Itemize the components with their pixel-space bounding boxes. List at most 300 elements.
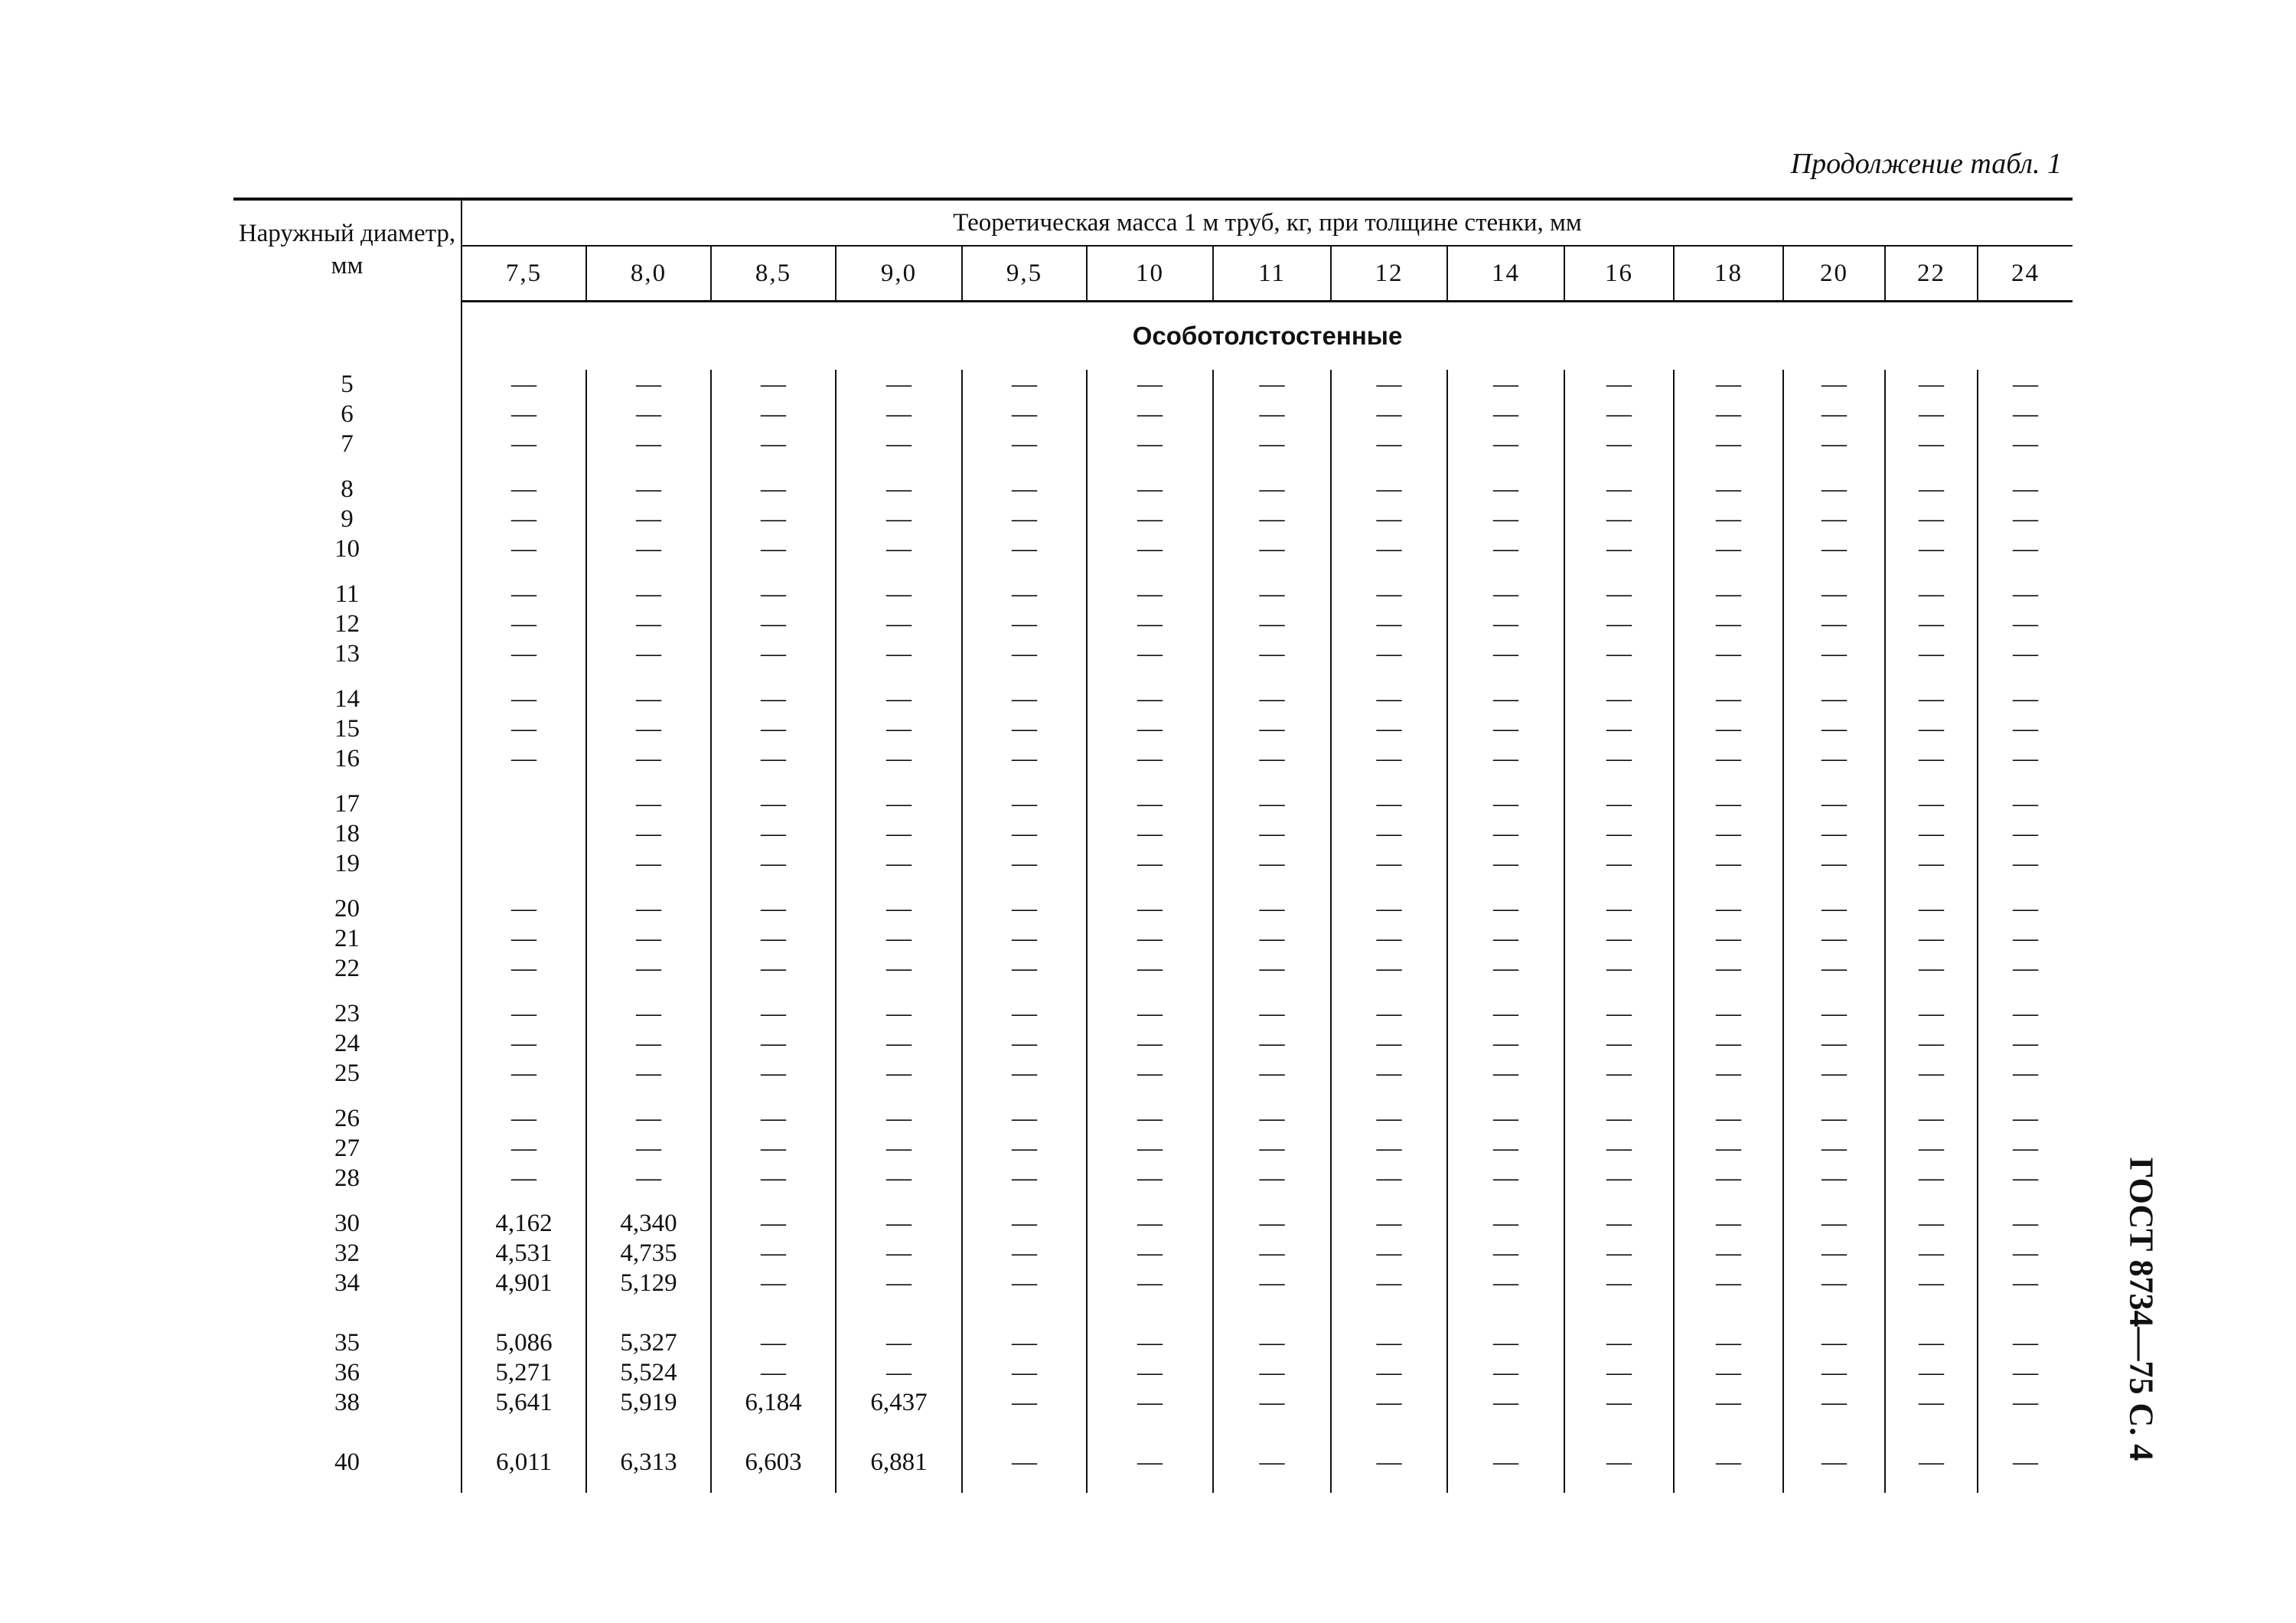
row-group (1088, 370, 1212, 459)
mass-value: — (1493, 685, 1518, 713)
mass-value: — (1493, 1105, 1518, 1132)
row-group (963, 475, 1086, 564)
mass-value: — (1919, 1329, 1944, 1357)
mass-value: — (761, 1329, 786, 1357)
mass-value: — (1012, 1135, 1037, 1162)
row-group (712, 580, 835, 669)
mass-value: — (1716, 475, 1741, 503)
mass-value: — (886, 1060, 912, 1087)
mass-value: — (1012, 1359, 1037, 1386)
mass-value: — (1821, 535, 1847, 563)
row-group (1214, 580, 1330, 669)
row-group (963, 999, 1086, 1089)
row-group (1784, 1104, 1884, 1194)
row-group (1784, 789, 1884, 879)
row-group (587, 1448, 710, 1478)
row-group (1214, 894, 1330, 984)
row-group (1332, 684, 1446, 774)
mass-column (1783, 370, 1885, 1493)
diameter-value: 7 (341, 430, 354, 458)
diameter-value: 13 (334, 640, 360, 668)
mass-value: — (1821, 1060, 1847, 1087)
mass-value: — (2013, 685, 2039, 713)
row-group (587, 475, 710, 564)
mass-column (1674, 370, 1783, 1493)
diameter-value: 25 (334, 1060, 360, 1087)
mass-value: — (636, 1000, 661, 1027)
mass-value: — (511, 895, 536, 923)
mass-value: — (1716, 850, 1741, 877)
mass-value: — (1012, 1239, 1037, 1267)
mass-value: — (1259, 1030, 1285, 1057)
mass-value: — (761, 371, 786, 398)
mass-value: — (1012, 820, 1037, 847)
mass-value: 6,881 (870, 1448, 928, 1476)
mass-value: — (1137, 475, 1163, 503)
mass-value: — (1259, 610, 1285, 638)
mass-value: — (886, 580, 912, 608)
mass-value: — (1606, 895, 1632, 923)
mass-value: — (886, 1135, 912, 1162)
mass-value: 5,129 (620, 1269, 677, 1297)
mass-value: — (636, 955, 661, 982)
mass-value: — (886, 505, 912, 533)
row-group (1784, 475, 1884, 564)
mass-value: — (1716, 1389, 1741, 1416)
row-group (1978, 894, 2073, 984)
mass-value: — (1493, 955, 1518, 982)
mass-value: — (1012, 475, 1037, 503)
mass-value: — (1919, 715, 1944, 743)
mass-value: — (1919, 1105, 1944, 1132)
row-group (1448, 789, 1564, 879)
row-group (233, 580, 461, 669)
row-group (233, 894, 461, 984)
mass-value: — (886, 640, 912, 668)
row-group (963, 1104, 1086, 1194)
mass-value: — (1716, 505, 1741, 533)
row-group (837, 1328, 961, 1418)
row-group (1978, 370, 2073, 459)
diameter-value: 5 (341, 371, 354, 398)
mass-value: — (1376, 745, 1402, 772)
thickness-col-header: 24 (1978, 246, 2073, 302)
mass-value: — (636, 1060, 661, 1087)
mass-value: 5,641 (495, 1389, 553, 1416)
mass-value: — (2013, 1105, 2039, 1132)
mass-value: — (1716, 1030, 1741, 1057)
mass-value: — (2013, 895, 2039, 923)
row-group (963, 789, 1086, 879)
mass-value: — (511, 580, 536, 608)
mass-value: — (1012, 1210, 1037, 1237)
row-group (712, 894, 835, 984)
mass-value: — (1376, 820, 1402, 847)
mass-value: — (1716, 1269, 1741, 1297)
thickness-col-header: 16 (1564, 246, 1674, 302)
mass-value: — (636, 685, 661, 713)
mass-value: — (761, 535, 786, 563)
row-group (1332, 999, 1446, 1089)
row-group (1214, 684, 1330, 774)
mass-value: — (636, 745, 661, 772)
mass-value: — (1012, 1000, 1037, 1027)
mass-value: — (1137, 400, 1163, 428)
mass-value: — (1012, 430, 1037, 458)
row-group (1448, 1328, 1564, 1418)
row-group (587, 1104, 710, 1194)
row-group (963, 1328, 1086, 1418)
mass-value: — (1919, 790, 1944, 818)
mass-value: — (1606, 430, 1632, 458)
row-group (1565, 894, 1673, 984)
mass-value: — (1376, 850, 1402, 877)
mass-value: — (1376, 610, 1402, 638)
row-group (712, 1328, 835, 1418)
mass-value: — (1493, 1164, 1518, 1192)
mass-value: — (1137, 505, 1163, 533)
diameter-value: 12 (334, 610, 360, 638)
mass-value: — (511, 925, 536, 952)
mass-value: — (1137, 1389, 1163, 1416)
row-group (1784, 684, 1884, 774)
mass-value: — (1821, 400, 1847, 428)
mass-value: — (1606, 1164, 1632, 1192)
mass-value: — (761, 820, 786, 847)
row-group (1448, 475, 1564, 564)
row-group (1332, 789, 1446, 879)
row-group (1332, 1328, 1446, 1418)
diameter-value: 30 (334, 1210, 360, 1237)
mass-value: — (1012, 925, 1037, 952)
mass-column (1978, 370, 2073, 1493)
mass-value: — (1259, 1210, 1285, 1237)
mass-value: — (2013, 1164, 2039, 1192)
mass-value: — (1259, 790, 1285, 818)
mass-value: — (1137, 925, 1163, 952)
mass-value: — (1012, 1105, 1037, 1132)
row-group (1886, 999, 1977, 1089)
row-group (1332, 1104, 1446, 1194)
mass-value: — (1493, 535, 1518, 563)
row-group (462, 580, 585, 669)
mass-value: — (1493, 400, 1518, 428)
mass-value: — (1493, 1389, 1518, 1416)
mass-column (1331, 370, 1447, 1493)
mass-value: — (1137, 790, 1163, 818)
mass-value: — (636, 400, 661, 428)
mass-value: — (1919, 475, 1944, 503)
mass-value: — (1012, 1448, 1037, 1476)
diameter-value: 18 (334, 820, 360, 847)
mass-value: — (761, 790, 786, 818)
diameter-value: 21 (334, 925, 360, 952)
mass-value: — (511, 475, 536, 503)
mass-value: 4,162 (495, 1210, 553, 1237)
mass-value: 4,531 (495, 1239, 553, 1267)
mass-value: — (1606, 1210, 1632, 1237)
mass-value: — (1012, 955, 1037, 982)
mass-value: — (1821, 1105, 1847, 1132)
row-group (1214, 1104, 1330, 1194)
mass-value: — (1137, 1359, 1163, 1386)
mass-value: — (1716, 790, 1741, 818)
row-group (963, 580, 1086, 669)
row-group (233, 684, 461, 774)
mass-value: — (1137, 895, 1163, 923)
mass-value: — (1821, 820, 1847, 847)
mass-value: — (2013, 850, 2039, 877)
mass-value: — (1012, 715, 1037, 743)
mass-value: — (1716, 535, 1741, 563)
mass-value: — (1259, 745, 1285, 772)
diameter-value: 8 (341, 475, 354, 503)
row-group (1214, 789, 1330, 879)
mass-value: — (1606, 400, 1632, 428)
pipe-mass-table (233, 198, 2073, 1493)
row-group (462, 684, 585, 774)
mass-value: 5,524 (620, 1359, 677, 1386)
row-group (837, 789, 961, 879)
mass-value: — (1919, 580, 1944, 608)
mass-value: — (1137, 1164, 1163, 1192)
mass-value: — (1137, 640, 1163, 668)
mass-value: — (2013, 955, 2039, 982)
row-group (1886, 475, 1977, 564)
row-group (462, 1328, 585, 1418)
row-group (712, 370, 835, 459)
mass-value: — (1259, 895, 1285, 923)
mass-value: — (636, 505, 661, 533)
mass-value: — (1919, 745, 1944, 772)
mass-value: — (1493, 640, 1518, 668)
mass-value: — (1821, 955, 1847, 982)
mass-value: — (1716, 580, 1741, 608)
row-group (837, 1104, 961, 1194)
row-group (1332, 1209, 1446, 1298)
mass-value: — (1821, 790, 1847, 818)
mass-value: — (1376, 1389, 1402, 1416)
mass-value: — (1376, 1359, 1402, 1386)
mass-value: — (886, 1105, 912, 1132)
mass-value: — (1821, 685, 1847, 713)
row-group (1675, 370, 1782, 459)
continuation-caption: Продолжение табл. 1 (1790, 148, 2062, 180)
mass-value: 4,340 (620, 1210, 677, 1237)
mass-value: — (1259, 1448, 1285, 1476)
mass-value: — (1493, 610, 1518, 638)
row-group (587, 684, 710, 774)
mass-value: — (1012, 1389, 1037, 1416)
mass-value: — (1606, 1269, 1632, 1297)
row-group (712, 999, 835, 1089)
mass-value: — (886, 820, 912, 847)
mass-value: — (1919, 820, 1944, 847)
mass-value: — (761, 715, 786, 743)
mass-value: — (1716, 925, 1741, 952)
diameter-value: 27 (334, 1135, 360, 1162)
mass-value: — (761, 1164, 786, 1192)
row-group (233, 789, 461, 879)
row-group (1565, 1104, 1673, 1194)
row-group (1675, 1104, 1782, 1194)
mass-value: — (636, 371, 661, 398)
mass-value: — (761, 925, 786, 952)
thickness-col-header: 20 (1783, 246, 1885, 302)
row-group (233, 1328, 461, 1418)
row-group (1332, 370, 1446, 459)
mass-value: — (886, 1239, 912, 1267)
thickness-col-header: 8,0 (586, 246, 711, 302)
mass-value: — (1821, 925, 1847, 952)
row-group (1448, 894, 1564, 984)
row-group (1448, 1104, 1564, 1194)
row-group (1214, 1328, 1330, 1418)
thickness-col-header: 10 (1087, 246, 1213, 302)
row-group (1448, 684, 1564, 774)
mass-value: — (2013, 475, 2039, 503)
mass-value: — (1012, 580, 1037, 608)
mass-value: — (1606, 1329, 1632, 1357)
mass-value: — (886, 400, 912, 428)
mass-value: — (761, 1135, 786, 1162)
mass-value: — (1376, 1135, 1402, 1162)
mass-value: — (1493, 505, 1518, 533)
mass-value: — (1606, 580, 1632, 608)
mass-value: — (886, 685, 912, 713)
mass-value: — (1606, 1105, 1632, 1132)
row-group (837, 580, 961, 669)
row-group (462, 1209, 585, 1298)
mass-value: — (1012, 1060, 1037, 1087)
mass-value: — (511, 1060, 536, 1087)
mass-value: — (1716, 610, 1741, 638)
mass-value: — (1259, 685, 1285, 713)
mass-column (711, 370, 836, 1493)
mass-value: — (1376, 790, 1402, 818)
mass-value: — (1137, 1329, 1163, 1357)
diameter-value: 20 (334, 895, 360, 923)
mass-value: — (1493, 790, 1518, 818)
diameter-value: 34 (334, 1269, 360, 1297)
row-group (837, 894, 961, 984)
mass-value: — (1259, 1105, 1285, 1132)
mass-value: — (636, 610, 661, 638)
mass-value: 6,603 (745, 1448, 802, 1476)
row-group (462, 475, 585, 564)
mass-value: — (1716, 1329, 1741, 1357)
mass-value: — (511, 1000, 536, 1027)
mass-value: — (511, 1030, 536, 1057)
row-group (1448, 999, 1564, 1089)
mass-value: — (636, 1105, 661, 1132)
mass-value: — (2013, 535, 2039, 563)
row-group (963, 684, 1086, 774)
mass-value: — (1493, 371, 1518, 398)
mass-value: 5,919 (620, 1389, 677, 1416)
row-group (1978, 999, 2073, 1089)
mass-value: — (1919, 1030, 1944, 1057)
row-group (1978, 1448, 2073, 1478)
mass-column (1564, 370, 1674, 1493)
row-group (1886, 1448, 1977, 1478)
mass-value: 6,011 (495, 1448, 553, 1476)
row-group (1088, 475, 1212, 564)
thickness-col-header: 8,5 (711, 246, 836, 302)
mass-value: — (1012, 1030, 1037, 1057)
mass-value: — (1821, 715, 1847, 743)
row-group (1448, 580, 1564, 669)
diameter-value: 15 (334, 715, 360, 743)
row-group (1886, 1104, 1977, 1194)
mass-value (462, 849, 585, 879)
diameter-value: 40 (334, 1448, 360, 1476)
row-group (462, 1104, 585, 1194)
mass-value: — (1919, 925, 1944, 952)
mass-value: — (1376, 715, 1402, 743)
diameter-column (233, 370, 461, 1493)
mass-value: — (636, 850, 661, 877)
row-group (712, 1104, 835, 1194)
mass-value: — (1376, 1329, 1402, 1357)
mass-value: — (1259, 1239, 1285, 1267)
mass-value: — (1606, 820, 1632, 847)
mass-value: — (2013, 1329, 2039, 1357)
mass-value: — (1716, 685, 1741, 713)
mass-value: — (2013, 1000, 2039, 1027)
mass-value: — (636, 1164, 661, 1192)
diameter-value: 14 (334, 685, 360, 713)
mass-value: — (1259, 371, 1285, 398)
mass-value: — (1821, 610, 1847, 638)
mass-value: — (1012, 1329, 1037, 1357)
mass-value: — (1493, 1239, 1518, 1267)
row-group (963, 1209, 1086, 1298)
mass-value: — (1012, 505, 1037, 533)
mass-value: — (886, 925, 912, 952)
mass-value: — (511, 640, 536, 668)
mass-value: — (1919, 1135, 1944, 1162)
mass-value: — (761, 850, 786, 877)
mass-value: — (1821, 1000, 1847, 1027)
mass-value: — (511, 535, 536, 563)
mass-value: 6,313 (620, 1448, 677, 1476)
mass-value: — (1012, 610, 1037, 638)
mass-value: — (886, 1269, 912, 1297)
mass-value: — (1376, 1000, 1402, 1027)
row-group (462, 370, 585, 459)
mass-value: — (886, 790, 912, 818)
row-group (1886, 580, 1977, 669)
mass-value: — (1716, 430, 1741, 458)
row-group (1088, 580, 1212, 669)
mass-value: — (886, 1030, 912, 1057)
mass-value: — (1919, 1359, 1944, 1386)
diameter-value: 38 (334, 1389, 360, 1416)
mass-value: — (1716, 1239, 1741, 1267)
mass-value: — (1376, 580, 1402, 608)
row-group (1088, 1104, 1212, 1194)
row-group (1886, 1209, 1977, 1298)
mass-value: — (1012, 685, 1037, 713)
row-group (1088, 684, 1212, 774)
mass-value: — (1716, 1359, 1741, 1386)
diameter-value: 36 (334, 1359, 360, 1386)
row-group (1886, 1328, 1977, 1418)
row-group (1565, 580, 1673, 669)
diameter-value: 32 (334, 1239, 360, 1267)
mass-value: 6,184 (745, 1389, 802, 1416)
